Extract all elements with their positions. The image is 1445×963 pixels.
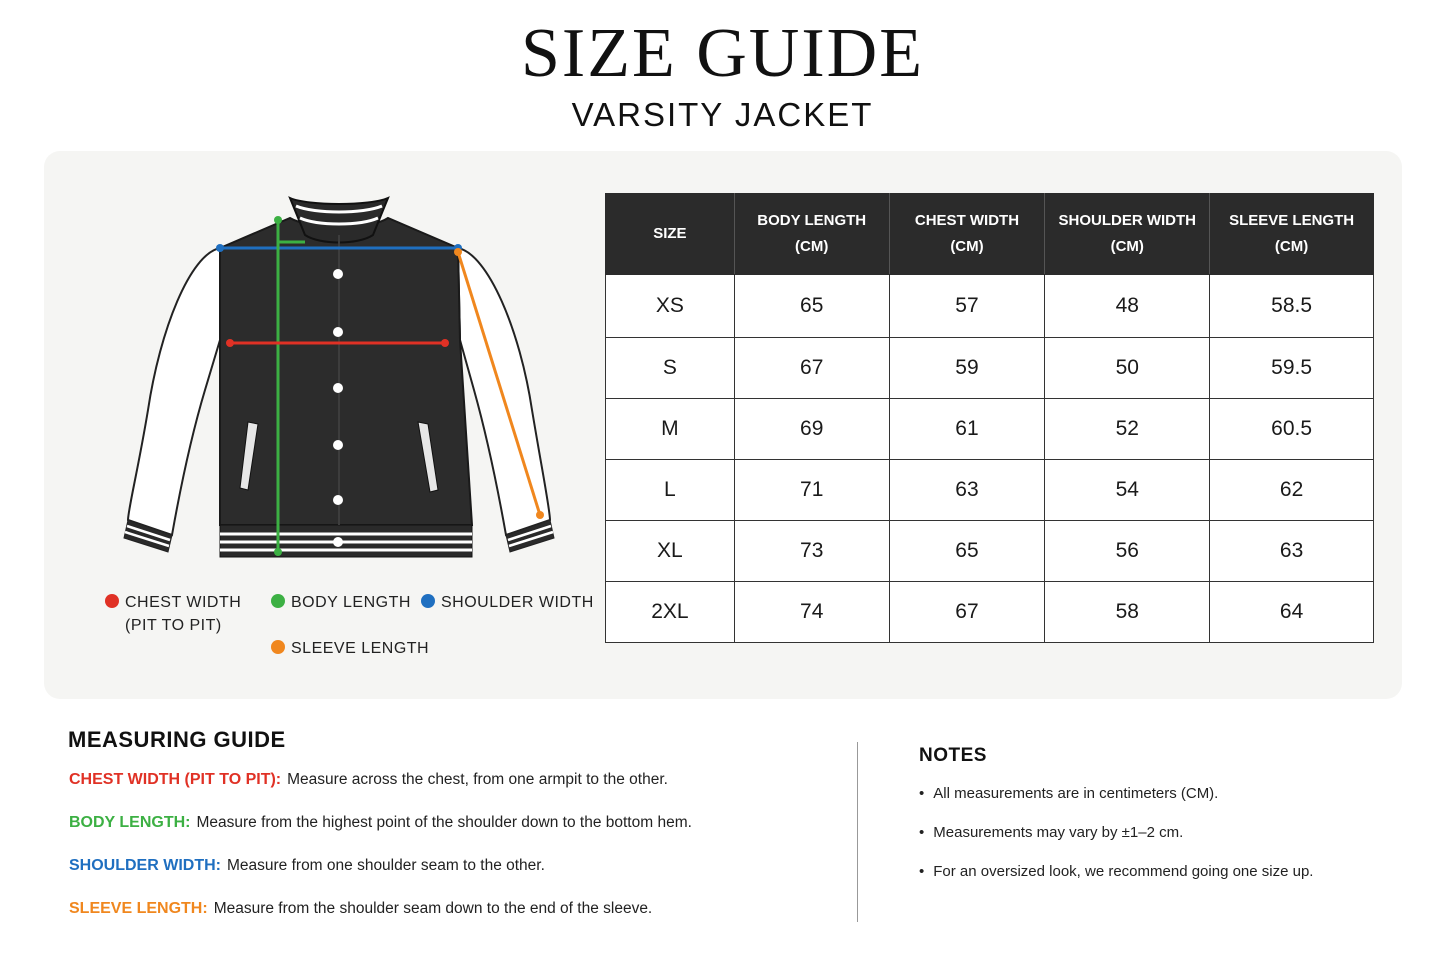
col-header-shoulder-width: SHOULDER WIDTH (CM) — [1045, 194, 1210, 275]
cell-body-length: 65 — [734, 275, 889, 338]
page-title: SIZE GUIDE — [521, 15, 924, 92]
col-header-size: SIZE — [606, 194, 735, 275]
table-row — [606, 399, 1374, 460]
page-subtitle: VARSITY JACKET — [571, 96, 874, 133]
notes-title: NOTES — [919, 745, 987, 766]
cell-body-length: 73 — [734, 521, 889, 582]
cell-shoulder-width: 52 — [1045, 399, 1210, 460]
right-sleeve — [458, 248, 550, 535]
cell-chest-width: 65 — [889, 521, 1045, 582]
col-header-sleeve-length: SLEEVE LENGTH (CM) — [1210, 194, 1374, 275]
cell-size: L — [606, 460, 735, 521]
cell-chest-width: 63 — [889, 460, 1045, 521]
col-header-chest-width: CHEST WIDTH (CM) — [889, 194, 1045, 275]
guide-item-chest: CHEST WIDTH (PIT TO PIT): Measure across the chest, from one armpit to the other. — [69, 771, 668, 788]
cell-shoulder-width: 54 — [1045, 460, 1210, 521]
red-dot-icon — [105, 594, 119, 608]
cell-chest-width: 67 — [889, 582, 1045, 643]
green-dot-icon — [271, 594, 285, 608]
note-item: • All measurements are in centimeters (CM). — [919, 785, 1219, 802]
note-item: • For an oversized look, we recommend going one size up. — [919, 863, 1314, 880]
size-table — [605, 193, 1374, 643]
cell-shoulder-width: 56 — [1045, 521, 1210, 582]
table-row — [606, 521, 1374, 582]
blue-dot-icon — [421, 594, 435, 608]
guide-item-sleeve: SLEEVE LENGTH: Measure from the shoulder seam down to the end of the sleeve. — [69, 900, 653, 917]
cell-body-length: 69 — [734, 399, 889, 460]
table-header-row — [606, 194, 1374, 275]
guide-item-body: BODY LENGTH: Measure from the highest point of the shoulder down to the bottom hem. — [69, 814, 692, 831]
guide-item-shoulder: SHOULDER WIDTH: Measure from one shoulder seam to the other. — [69, 857, 545, 874]
table-row — [606, 338, 1374, 399]
table-row — [606, 460, 1374, 521]
cell-size: XS — [606, 275, 735, 338]
cell-sleeve-length: 58.5 — [1210, 275, 1374, 338]
left-sleeve — [128, 248, 220, 535]
cell-body-length: 71 — [734, 460, 889, 521]
cell-size: XL — [606, 521, 735, 582]
note-item: • Measurements may vary by ±1–2 cm. — [919, 824, 1184, 841]
cell-body-length: 74 — [734, 582, 889, 643]
legend-sleeve-length: SLEEVE LENGTH — [271, 637, 429, 660]
cell-sleeve-length: 63 — [1210, 521, 1374, 582]
measuring-guide-title: MEASURING GUIDE — [68, 727, 286, 752]
orange-dot-icon — [271, 640, 285, 654]
table-row — [606, 275, 1374, 338]
cell-sleeve-length: 60.5 — [1210, 399, 1374, 460]
table-row — [606, 582, 1374, 643]
cell-chest-width: 61 — [889, 399, 1045, 460]
cell-chest-width: 59 — [889, 338, 1045, 399]
cell-sleeve-length: 59.5 — [1210, 338, 1374, 399]
col-header-body-length: BODY LENGTH (CM) — [734, 194, 889, 275]
section-divider — [857, 742, 858, 922]
cell-sleeve-length: 62 — [1210, 460, 1374, 521]
cell-size: M — [606, 399, 735, 460]
legend-body-length: BODY LENGTH — [271, 591, 411, 614]
cell-body-length: 67 — [734, 338, 889, 399]
jacket-illustration — [120, 190, 560, 570]
cell-shoulder-width: 58 — [1045, 582, 1210, 643]
cell-sleeve-length: 64 — [1210, 582, 1374, 643]
cell-shoulder-width: 48 — [1045, 275, 1210, 338]
cell-chest-width: 57 — [889, 275, 1045, 338]
cell-size: S — [606, 338, 735, 399]
legend-shoulder-width: SHOULDER WIDTH — [421, 591, 594, 614]
legend-chest-width: CHEST WIDTH (PIT TO PIT) — [105, 591, 241, 637]
cell-size: 2XL — [606, 582, 735, 643]
cell-shoulder-width: 50 — [1045, 338, 1210, 399]
